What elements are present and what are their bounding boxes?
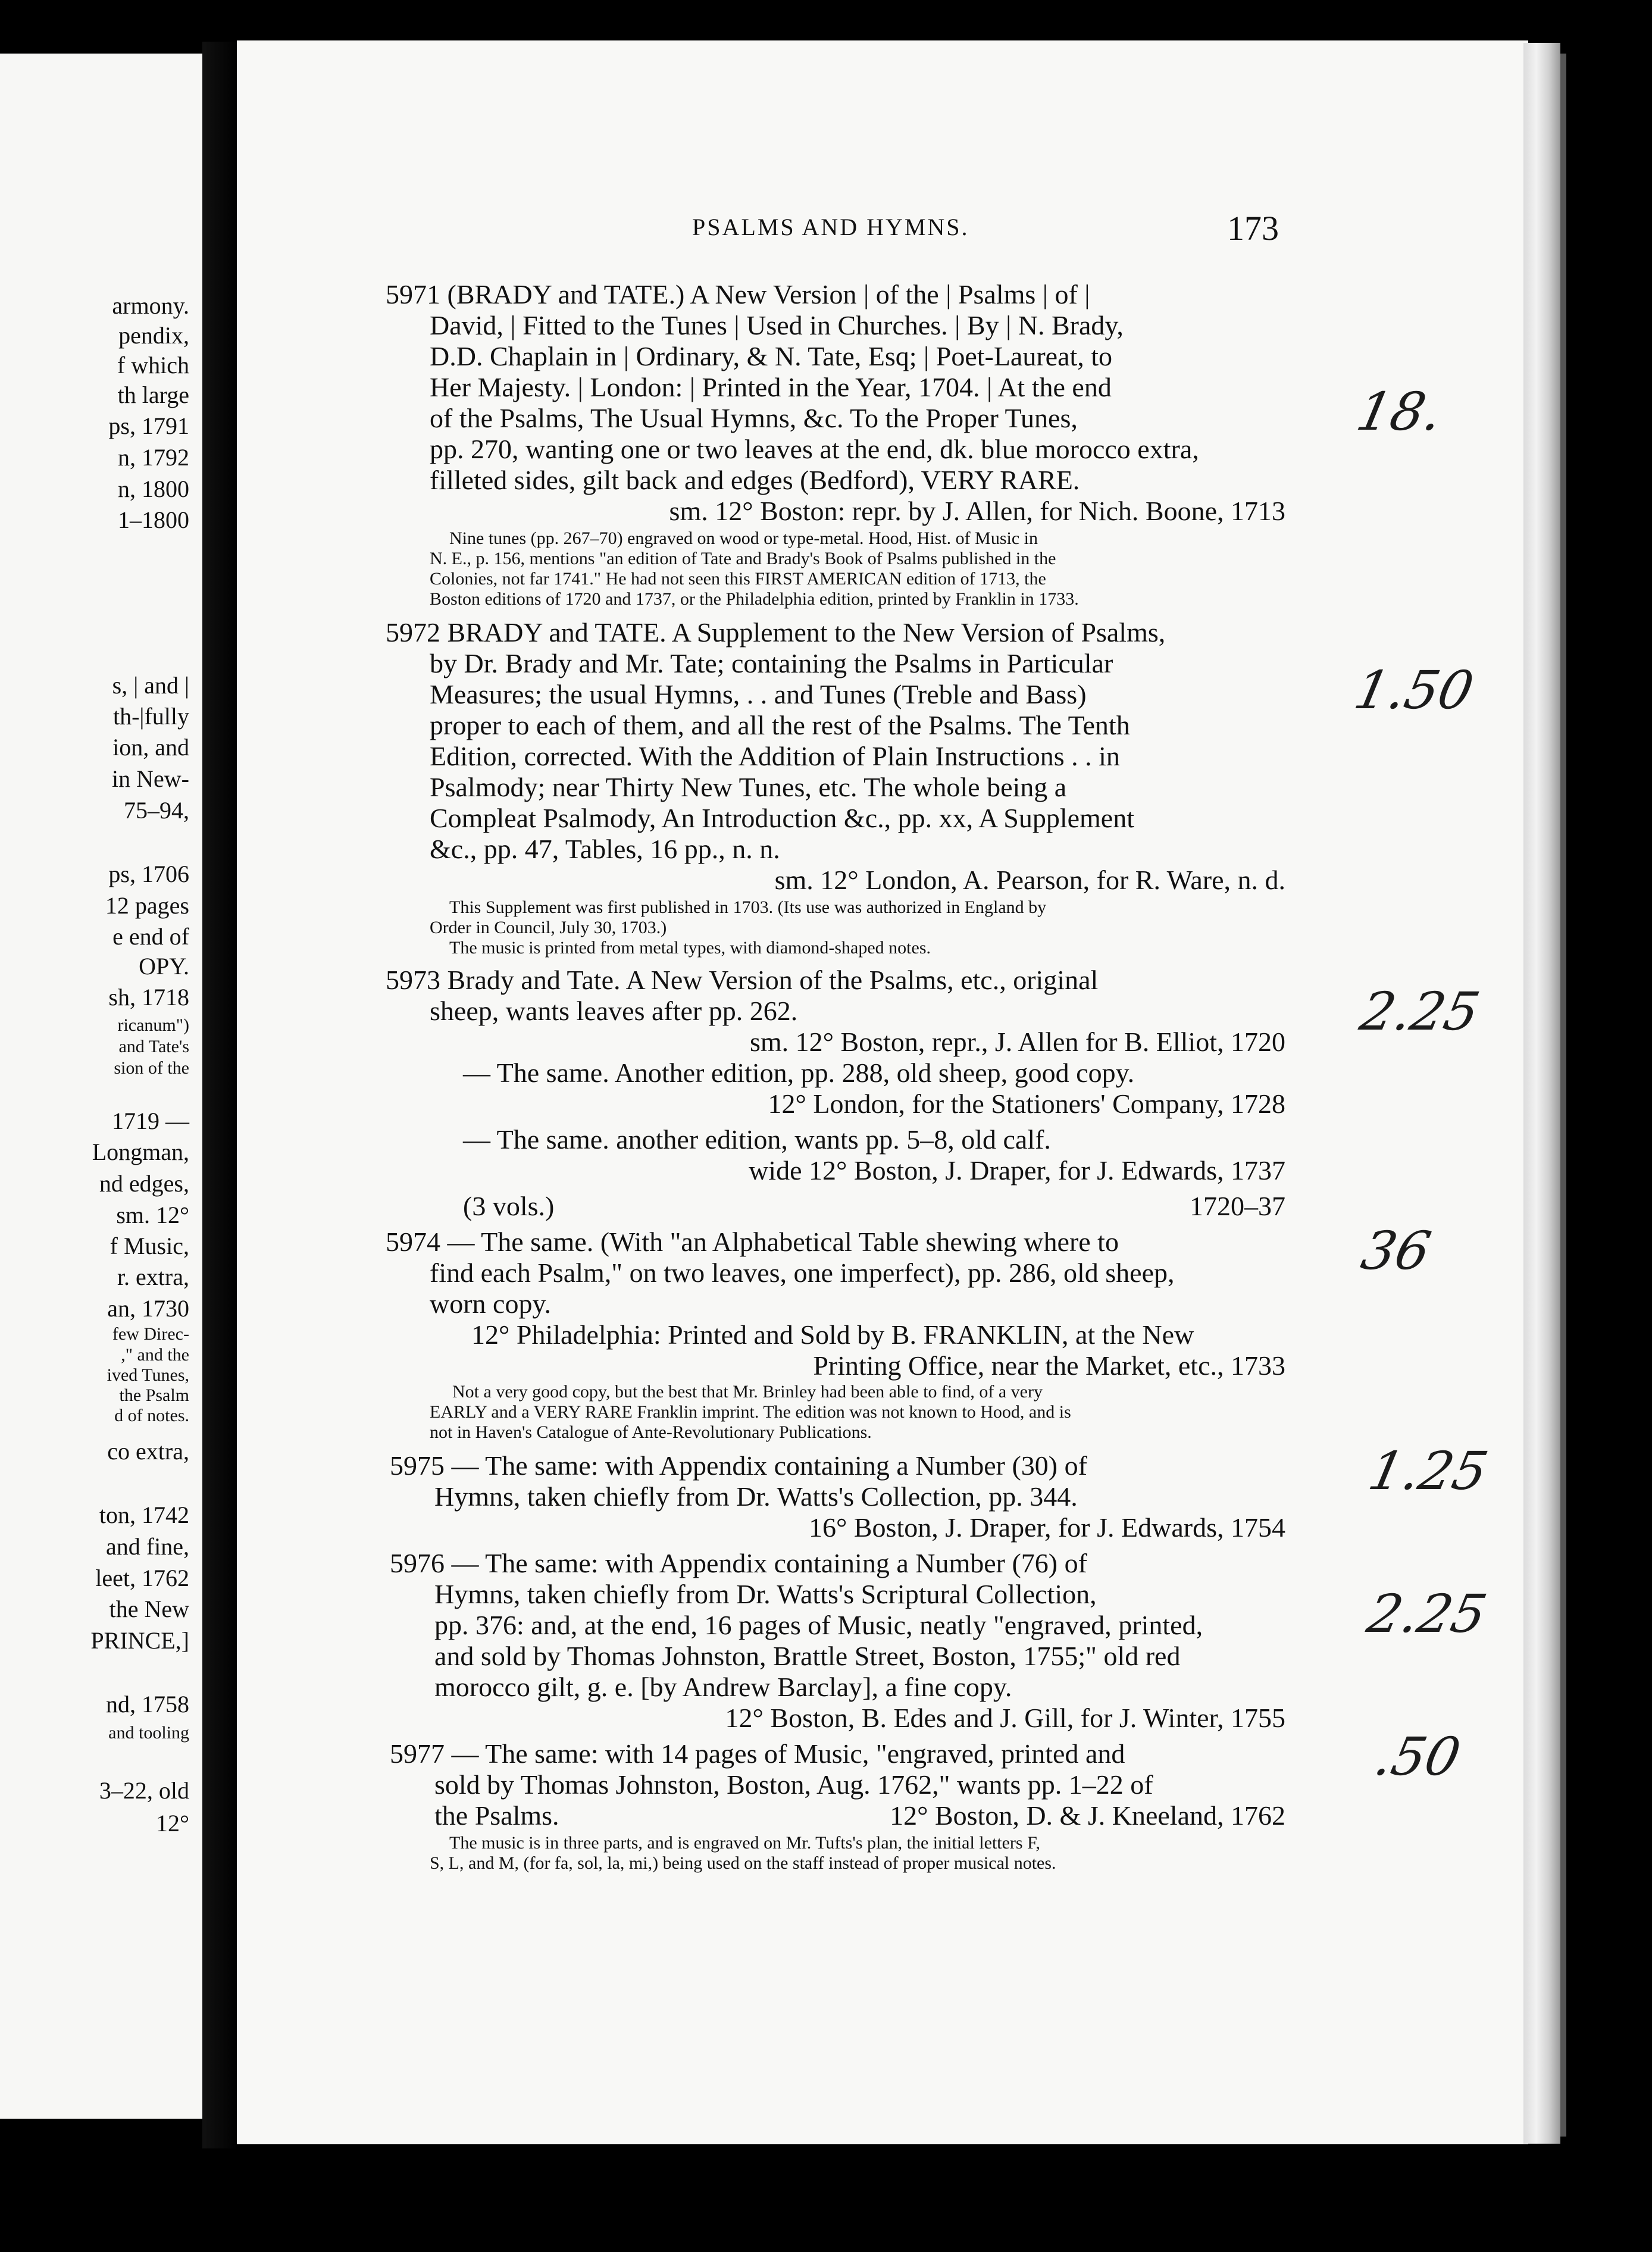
left-page-line: sion of the xyxy=(114,1058,189,1078)
handwritten-price: 18. xyxy=(1351,381,1448,442)
entry-line: &c., pp. 47, Tables, 16 pp., n. n. xyxy=(430,834,780,864)
entry-line: 5975 — The same: with Appendix containing a Number (30) of xyxy=(390,1450,1087,1481)
entry-note-line: N. E., p. 156, mentions "an edition of Tate and Brady's Book of Psalms published in the xyxy=(430,549,1056,568)
page-edge-shadow xyxy=(1560,54,1566,2137)
left-page-line: leet, 1762 xyxy=(95,1565,189,1591)
entry-line: 12° Boston, B. Edes and J. Gill, for J. Winter, 1755 xyxy=(725,1703,1285,1733)
entry-line: 5977 — The same: with 14 pages of Music, "engraved, printed and xyxy=(390,1738,1125,1769)
left-page-line: 1–1800 xyxy=(118,506,189,533)
entry-line: sm. 12° Boston, repr., J. Allen for B. Elliot, 1720 xyxy=(749,1027,1285,1057)
entry-line: filleted sides, gilt back and edges (Bedford), VERY RARE. xyxy=(430,465,1080,495)
left-page-line: ps, 1706 xyxy=(108,861,189,887)
entry-line: sm. 12° London, A. Pearson, for R. Ware, n. d. xyxy=(774,865,1285,895)
entry-line: of the Psalms, The Usual Hymns, &c. To the Proper Tunes, xyxy=(430,403,1078,433)
left-page-line: 12 pages xyxy=(105,892,189,919)
entry-line: worn copy. xyxy=(430,1288,551,1319)
left-page-line: d of notes. xyxy=(114,1406,189,1425)
entry-line: David, | Fitted to the Tunes | Used in Churches. | By | N. Brady, xyxy=(430,310,1124,340)
left-page-line: n, 1800 xyxy=(118,476,189,502)
left-page-line: e end of xyxy=(112,923,189,950)
entry-line: Measures; the usual Hymns, . . and Tunes (Treble and Bass) xyxy=(430,679,1087,709)
entry-note-line: Colonies, not far 1741." He had not seen this FIRST AMERICAN edition of 1713, the xyxy=(430,569,1046,589)
book-gutter xyxy=(202,42,238,2148)
left-page-line: co extra, xyxy=(107,1438,189,1465)
left-page-line: and Tate's xyxy=(118,1037,189,1056)
left-page-line: sm. 12° xyxy=(116,1202,189,1228)
entry-line: 12° London, for the Stationers' Company, 1728 xyxy=(768,1089,1285,1119)
entry-line: Her Majesty. | London: | Printed in the Year, 1704. | At the end xyxy=(430,372,1112,402)
entry-line: proper to each of them, and all the rest of the Psalms. The Tenth xyxy=(430,710,1130,740)
left-page-fragment xyxy=(0,54,202,2119)
left-page-line: an, 1730 xyxy=(107,1295,189,1322)
left-page-line: ion, and xyxy=(112,734,189,761)
entry-line: 1720–37 xyxy=(1190,1191,1285,1221)
left-page-line: sh, 1718 xyxy=(108,984,189,1011)
entry-line: sm. 12° Boston: repr. by J. Allen, for Nich. Boone, 1713 xyxy=(669,496,1285,526)
left-page-line: Longman, xyxy=(92,1138,189,1165)
entry-line: sheep, wants leaves after pp. 262. xyxy=(430,996,798,1026)
entry-line: by Dr. Brady and Mr. Tate; containing the Psalms in Particular xyxy=(430,648,1113,678)
entry-line: 5971 (BRADY and TATE.) A New Version | of the | Psalms | of | xyxy=(386,279,1090,309)
left-page-line: nd edges, xyxy=(99,1170,189,1197)
entry-line: Edition, corrected. With the Addition of Plain Instructions . . in xyxy=(430,741,1120,771)
left-page-line: ps, 1791 xyxy=(108,412,189,439)
running-header: PSALMS AND HYMNS. xyxy=(692,214,969,240)
entry-line: 5973 Brady and Tate. A New Version of the Psalms, etc., original xyxy=(386,965,1099,995)
entry-note-line: The music is printed from metal types, with diamond-shaped notes. xyxy=(449,938,931,958)
page-number: 173 xyxy=(1227,209,1279,248)
entry-line: — The same. another edition, wants pp. 5–8, old calf. xyxy=(463,1124,1051,1155)
page-edge xyxy=(1523,43,1560,2144)
entry-line: pp. 376: and, at the end, 16 pages of Music, neatly "engraved, printed, xyxy=(434,1610,1203,1640)
entry-line: sold by Thomas Johnston, Boston, Aug. 1762," wants pp. 1–22 of xyxy=(434,1769,1153,1800)
left-page-line: ived Tunes, xyxy=(107,1365,189,1385)
left-page-line: 1719 — xyxy=(112,1108,189,1134)
entry-line: 5974 — The same. (With "an Alphabetical Table shewing where to xyxy=(386,1227,1119,1257)
entry-note-line: Boston editions of 1720 and 1737, or the Philadelphia edition, printed by Franklin in 1733. xyxy=(430,589,1079,609)
entry-line: find each Psalm," on two leaves, one imperfect), pp. 286, old sheep, xyxy=(430,1258,1175,1288)
entry-line: pp. 270, wanting one or two leaves at the end, dk. blue morocco extra, xyxy=(430,434,1199,464)
handwritten-price: 1.50 xyxy=(1349,659,1479,721)
left-page-line: PRINCE,] xyxy=(90,1627,189,1654)
left-page-line: 3–22, old xyxy=(99,1777,189,1804)
entry-note-line: The music is in three parts, and is engraved on Mr. Tufts's plan, the initial letters F, xyxy=(449,1833,1040,1853)
entry-line: 5972 BRADY and TATE. A Supplement to the New Version of Psalms, xyxy=(386,617,1166,648)
entry-line: and sold by Thomas Johnston, Brattle Street, Boston, 1755;" old red xyxy=(434,1641,1181,1671)
entry-line: Compleat Psalmody, An Introduction &c., pp. xx, A Supplement xyxy=(430,803,1135,833)
handwritten-price: 2.25 xyxy=(1355,981,1485,1042)
entry-line: (3 vols.) xyxy=(463,1191,555,1221)
handwritten-price: .50 xyxy=(1369,1726,1466,1787)
left-page-line: s, | and | xyxy=(112,672,189,699)
entry-line: Hymns, taken chiefly from Dr. Watts's Collection, pp. 344. xyxy=(434,1481,1078,1512)
left-page-line: the New xyxy=(109,1596,189,1622)
entry-line: D.D. Chaplain in | Ordinary, & N. Tate, Esq; | Poet-Laureat, to xyxy=(430,341,1113,371)
left-page-line: n, 1792 xyxy=(118,444,189,471)
handwritten-price: 2.25 xyxy=(1362,1583,1492,1644)
left-page-line: pendix, xyxy=(118,322,189,349)
entry-line: 12° Boston, D. & J. Kneeland, 1762 xyxy=(890,1800,1285,1831)
handwritten-price: 1.25 xyxy=(1363,1440,1493,1502)
entry-note-line: not in Haven's Catalogue of Ante-Revolutionary Publications. xyxy=(430,1422,872,1442)
handwritten-price: 36 xyxy=(1356,1220,1436,1281)
left-page-line: few Direc- xyxy=(112,1324,189,1344)
entry-line: wide 12° Boston, J. Draper, for J. Edwards, 1737 xyxy=(749,1155,1285,1186)
left-page-line: nd, 1758 xyxy=(106,1691,189,1718)
left-page-line: and tooling xyxy=(108,1723,189,1743)
entry-line: 5976 — The same: with Appendix containing a Number (76) of xyxy=(390,1548,1087,1578)
entry-line: the Psalms. xyxy=(434,1800,559,1831)
left-page-line: armony. xyxy=(112,292,189,319)
entry-line: 12° Philadelphia: Printed and Sold by B. FRANKLIN, at the New xyxy=(471,1319,1194,1350)
entry-note-line: S, L, and M, (for fa, sol, la, mi,) being used on the staff instead of proper musical notes. xyxy=(430,1853,1056,1873)
entry-note-line: This Supplement was first published in 1703. (Its use was authorized in England by xyxy=(449,897,1047,917)
left-page-line: 12° xyxy=(156,1810,189,1837)
left-page-line: 75–94, xyxy=(124,797,189,824)
entry-note-line: Not a very good copy, but the best that Mr. Brinley had been able to find, of a very xyxy=(452,1382,1043,1402)
entry-line: Printing Office, near the Market, etc., 1733 xyxy=(813,1350,1285,1381)
left-page-line: th-|fully xyxy=(113,703,189,730)
left-page-line: and fine, xyxy=(106,1533,189,1560)
left-page-line: OPY. xyxy=(139,953,189,980)
left-page-line: ," and the xyxy=(121,1345,189,1365)
entry-line: 16° Boston, J. Draper, for J. Edwards, 1754 xyxy=(808,1512,1285,1543)
left-page-line: f which xyxy=(117,352,189,379)
left-page-line: r. extra, xyxy=(117,1263,189,1290)
left-page-line: in New- xyxy=(112,765,189,792)
entry-line: Psalmody; near Thirty New Tunes, etc. The whole being a xyxy=(430,772,1067,802)
entry-note-line: Nine tunes (pp. 267–70) engraved on wood or type-metal. Hood, Hist. of Music in xyxy=(449,528,1038,548)
entry-line: Hymns, taken chiefly from Dr. Watts's Scriptural Collection, xyxy=(434,1579,1097,1609)
left-page-line: the Psalm xyxy=(119,1385,189,1405)
entry-note-line: Order in Council, July 30, 1703.) xyxy=(430,918,667,937)
entry-line: — The same. Another edition, pp. 288, old sheep, good copy. xyxy=(463,1058,1135,1088)
left-page-line: f Music, xyxy=(109,1233,189,1259)
left-page-line: th large xyxy=(117,381,189,408)
left-page-line: ricanum") xyxy=(117,1015,189,1035)
entry-line: morocco gilt, g. e. [by Andrew Barclay], a fine copy. xyxy=(434,1672,1012,1702)
entry-note-line: EARLY and a VERY RARE Franklin imprint. The edition was not known to Hood, and is xyxy=(430,1402,1071,1422)
left-page-line: ton, 1742 xyxy=(99,1502,189,1528)
